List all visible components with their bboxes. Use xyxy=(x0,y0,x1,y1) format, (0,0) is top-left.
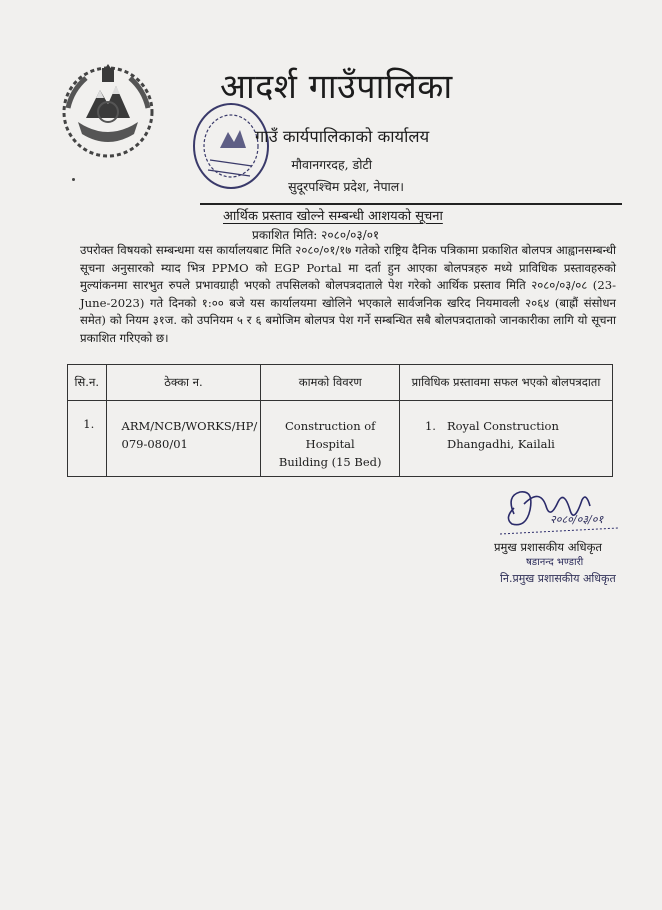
published-date: प्रकाशित मिति: २०८०/०३/०१ xyxy=(252,228,380,242)
bidder-address: Dhangadhi, Kailali xyxy=(446,437,555,451)
column-header-serial: सि.न. xyxy=(68,365,107,401)
column-header-work: कामको विवरण xyxy=(261,365,400,401)
bidder-number: 1. xyxy=(424,419,436,433)
notice-body xyxy=(80,242,616,348)
office-location: मौवानगरदह, डोटी xyxy=(291,157,372,172)
notice-subject: आर्थिक प्रस्ताव खोल्ने सम्बन्धी आशयको सूचना xyxy=(223,209,443,224)
contract-number-line2: 079-080/01 xyxy=(121,437,188,451)
office-province: सुदूरपश्चिम प्रदेश, नेपाल। xyxy=(288,179,404,194)
work-description-line1: Construction of Hospital xyxy=(284,419,376,451)
signature-date: २०८०/०३/०१ xyxy=(550,513,604,526)
officer-name: षडानन्द भण्डारी xyxy=(526,557,584,568)
header-divider xyxy=(200,203,622,205)
column-header-contract: ठेक्का न. xyxy=(106,365,261,401)
serial-number: 1. xyxy=(83,417,95,431)
table-row xyxy=(68,401,613,477)
work-description-line2: Building (15 Bed) xyxy=(278,455,382,469)
cell-serial xyxy=(68,401,107,477)
contract-number-line1: ARM/NCB/WORKS/HP/ xyxy=(121,419,258,433)
cell-contract xyxy=(106,401,261,477)
notice-body-paragraph: उपरोक्त विषयको सम्बन्धमा यस कार्यालयबाट मिति २०८०/०१/१७ गतेको राष्ट्रिय दैनिक पत्रिकामा प्रकाशित बोलपत्र आह्वानसम्बन्धी सूचना अनुसारको म्याद भित्र PPMO को EGP Portal मा दर्ता हुन आएका बोलपत्रहरु मध्ये प्राविधिक प्रस्तावहरुको मुल्यांकनमा सारभुत रुपले प्रभावग्राही भएको तपसिलको बोलपत्रदाताले पेश गरेको आर्थिक प्रस्ताव मिति २०८०/०३/०८ (23-June-2023) गते दिनको १:०० बजे यस कार्यालयमा खोलिने भएकाले सार्वजनिक खरिद नियमावली २०६४ (बाह्रौं संसोधन समेत) को नियम ३१ज. को उपनियम ५ र ६ बमोजिम बोलपत्र पेश गर्ने सम्बन्धित सबै बोलपत्रदाताको जानकारीका लागि यो सूचना प्रकाशित गरिएको छ। xyxy=(80,243,616,345)
tender-table xyxy=(67,364,613,477)
acting-officer-title: नि.प्रमुख प्रशासकीय अधिकृत xyxy=(500,572,616,585)
bidder-entry xyxy=(401,417,611,453)
cell-bidder xyxy=(399,401,612,477)
bidder-name: Royal Construction xyxy=(446,419,559,433)
officer-title: प्रमुख प्रशासकीय अधिकृत xyxy=(494,540,602,554)
stray-mark xyxy=(72,178,75,181)
column-header-bidder: प्राविधिक प्रस्तावमा सफल भएको बोलपत्रदाता xyxy=(399,365,612,401)
cell-work xyxy=(261,401,400,477)
nepal-emblem-icon xyxy=(58,60,158,160)
office-name: गाउँ कार्यपालिकाको कार्यालय xyxy=(255,127,430,146)
municipality-name: आदर्श गाउँपालिका xyxy=(220,67,453,107)
table-header-row xyxy=(68,365,613,401)
